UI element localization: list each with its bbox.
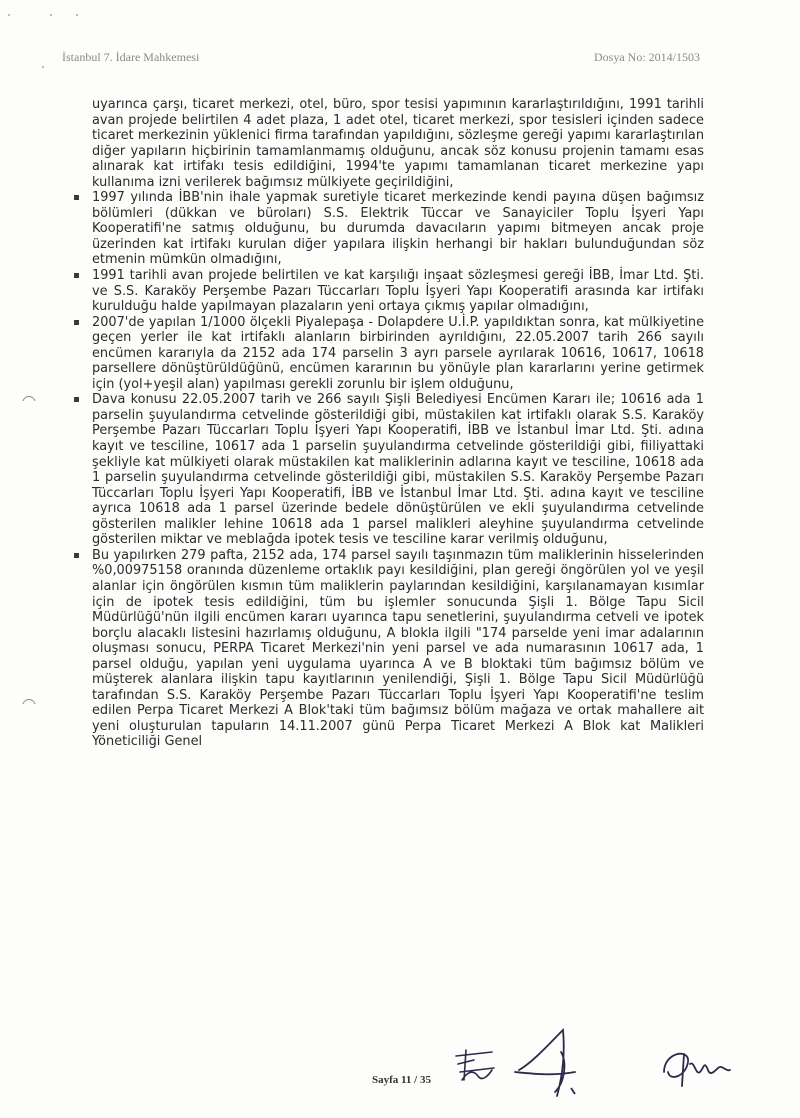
signature-1-icon — [452, 1046, 502, 1088]
bullet-list — [92, 190, 704, 750]
square-bullet-icon — [74, 195, 79, 200]
hole-mark-icon — [22, 697, 36, 705]
list-item — [92, 268, 704, 315]
page-number: Sayfa 11 / 35 — [372, 1074, 431, 1086]
list-item — [92, 315, 704, 393]
list-item — [92, 548, 704, 750]
scan-speck — [76, 14, 78, 16]
list-item-text: 2007'de yapılan 1/1000 ölçekli Piyalepaşa - Dolapdere U.İ.P. yapıldıktan sonra, kat mülkiyetine geçen yerler ile kat irtifaklı alanların birbirinden ayrıldığını, 22.05.2007 tarih 266 sayılı encümen kararıyla da 2152 ada 174 parselin 3 ayrı parsele ayrılarak 10616, 10617, 10618 parsellere dönüştürüldüğünü, encümen kararının bu yönüyle plan kararlarını yerine getirmek için (yol+yeşil alan) yapılması gerekli zorunlu bir işlem olduğunu, — [92, 314, 704, 392]
square-bullet-icon — [74, 320, 79, 325]
page-footer — [372, 1068, 431, 1087]
square-bullet-icon — [74, 397, 79, 402]
list-item-text: 1997 yılında İBB'nin ihale yapmak suretiyle ticaret merkezinde kendi payına düşen bağımsız bölümleri (dükkan ve büroları) S.S. Elektrik Tüccar ve Sanayiciler Toplu İşyeri Yapı Kooperatifi'ne satmış olduğunu, bu durumda davacıların yapımı bitmeyen ancak proje üzerinden kat irtifakı kurulan diğer yapılara ilişkin herhangi bir hakları bulunduğundan söz etmenin mümkün olmadığını, — [92, 190, 704, 268]
signature-2-icon — [505, 1022, 595, 1102]
page-header — [62, 50, 700, 68]
list-item-text: 1991 tarihli avan projede belirtilen ve kat karşılığı inşaat sözleşmesi gereği İBB, İmar Ltd. Şti. ve S.S. Karaköy Perşembe Pazarı Tüccarları Toplu İşyeri Yapı Kooperatifi arasında kar irtifakı kurulduğu halde yapılmayan plazaların yeni ortaya çıkmış yapılar olmadığını, — [92, 268, 704, 315]
signature-3-icon — [660, 1042, 740, 1092]
file-number: Dosya No: 2014/1503 — [594, 50, 700, 64]
scan-speck — [8, 14, 10, 16]
list-item-text: Dava konusu 22.05.2007 tarih ve 266 sayılı Şişli Belediyesi Encümen Kararı ile; 10616 ada 1 parselin şuyulandırma cetvelinde gösterildiği gibi, müstakilen kat irtifaklı olarak S.S. Karaköy Perşembe Pazarı Tüccarları Toplu İşyeri Yapı Kooperatifi, İBB ve İstanbul İmar Ltd. Şti. adına kayıt ve tesciline, 10617 ada 1 parselin şuyulandırma cetvelinde gösterildiği gibi, fiiliyattaki şekliyle kat mülkiyeti olarak müstakilen kat maliklerinin adlarına kayıt ve tesciline, 10618 ada 1 parselin şuyulandırma cetvelinde gösterildiği gibi, müstakilen S.S. Karaköy Perşembe Pazarı Tüccarları Toplu İşyeri Yapı Kooperatifi, İBB ve İstanbul İmar Ltd. Şti. adına kayıt ve tesciline ayrıca 10618 ada 1 parsel üzerinde bedele dönüştürülen ve ekli şuyulandırma cetvelinde gösterilen malikler lehine 10618 ada 1 parsel malikleri aleyhine şuyulandırma cetvelinde gösterilen miktar ve meblağda ipotek tesis ve tesciline karar verilmiş olduğunu, — [92, 392, 704, 548]
hole-mark-icon — [22, 394, 36, 402]
scan-speck — [50, 14, 52, 16]
scan-speck — [42, 66, 44, 68]
court-name: İstanbul 7. İdare Mahkemesi — [62, 50, 200, 64]
square-bullet-icon — [74, 553, 79, 558]
list-item-text: Bu yapılırken 279 pafta, 2152 ada, 174 parsel sayılı taşınmazın tüm maliklerinin hisselerinden %0,00975158 oranında düzenleme ortaklık payı kesildiğini, plan gereği öngörülen yol ve yeşil alanlar için öngörülen kısmın tüm maliklerin paylarından kesildiğini, karşılanamayan kısımlar için de ipotek tesis edildiğini, tüm bu işlemler sonucunda Şişli 1. Bölge Tapu Sicil Müdürlüğü'nün ilgili encümen kararı uyarınca tapu senetlerini, şuyulandırma cetveli ve ipotek borçlu alacaklı listesini hazırlamış olduğunu, A blokla ilgili "174 parselde yeni imar adalarının oluşması sonucu, PERPA Ticaret Merkezi'nin yeni parsel ve ada numarasının 10617 ada, 1 parsel olduğu, yapılan yeni uygulama uyarınca A ve B bloktaki tüm bağımsız bölüm ve müşterek alanlara ilişkin tapu kayıtlarının yenilendiği, Şişli 1. Bölge Tapu Sicil Müdürlüğü tarafından S.S. Karaköy Perşembe Pazarı Tüccarları Toplu İşyeri Yapı Kooperatifi'ne teslim edilen Perpa Ticaret Merkezi A Blok'taki tüm bağımsız bölüm mağaza ve ortak mahallere ait yeni oluşturulan tapuların 14.11.2007 günü Perpa Ticaret Merkezi A Blok kat Malikleri Yöneticiliği Genel — [92, 547, 704, 750]
list-item — [92, 190, 704, 268]
intro-paragraph: uyarınca çarşı, ticaret merkezi, otel, büro, spor tesisi yapımının kararlaştırıldığını, 1991 tarihli avan projede belirtilen 4 adet plaza, 1 adet otel, ticaret merkezi, spor tesisleri içinden sadece ticaret merkezinin yüklenici firma tarafından yapıldığını, sözleşme gereği yapımı kararlaştırılan diğer yapıların hiçbirinin tamamlanmamış olduğunu, ancak söz konusu projenin tamamı esas alınarak kat irtifakı tesis edildiğini, 1994'te yapımı tamamlanan ticaret merkezine yapı kullanıma izni verilerek bağımsız mülkiyete geçirildiğini, — [92, 97, 704, 190]
document-body — [92, 97, 704, 750]
square-bullet-icon — [74, 273, 79, 278]
list-item — [92, 392, 704, 547]
